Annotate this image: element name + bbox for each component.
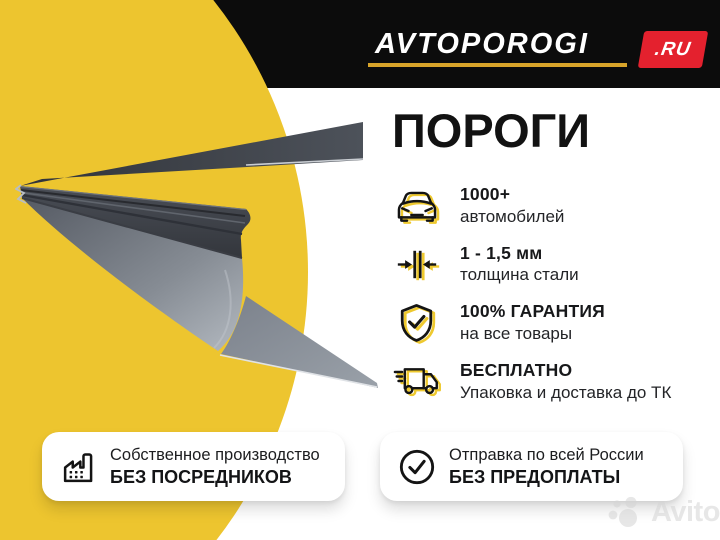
badge-line2: БЕЗ ПРЕДОПЛАТЫ (449, 466, 621, 487)
production-badge (42, 432, 345, 501)
avito-logo-mark (606, 495, 648, 529)
feature-item-delivery (392, 360, 671, 403)
badge-line1: Отправка по всей России (449, 445, 644, 464)
feature-subline: автомобилей (460, 206, 565, 226)
avito-watermark (606, 495, 720, 529)
feature-item-thickness (392, 243, 671, 286)
brand-logo-tld-text: .RU (653, 38, 693, 60)
avito-watermark-text: Avito (651, 495, 720, 528)
brand-logo-text: AVTOPOROGI (375, 28, 589, 60)
badge-line2: БЕЗ ПОСРЕДНИКОВ (110, 466, 292, 487)
feature-subline: на все товары (460, 324, 573, 344)
car-icon (392, 186, 441, 224)
feature-item-cars (392, 184, 671, 227)
feature-subline: толщина стали (460, 265, 579, 285)
steel-thickness-icon (392, 248, 441, 281)
check-circle-icon (398, 448, 436, 486)
factory-icon (62, 450, 96, 484)
page-title: ПОРОГИ (392, 104, 591, 157)
feature-headline: 1 - 1,5 мм (460, 242, 543, 263)
feature-headline: 1000+ (460, 184, 511, 204)
shipping-badge (380, 432, 683, 501)
shield-check-icon (392, 303, 441, 342)
brand-logo-tld-badge (638, 31, 709, 68)
features-list (392, 184, 671, 403)
badge-line1: Собственное производство (110, 445, 320, 464)
feature-headline: 100% ГАРАНТИЯ (460, 301, 605, 322)
product-image-steel-sill (15, 110, 385, 400)
feature-headline: БЕСПЛАТНО (460, 360, 573, 381)
delivery-truck-icon (392, 363, 441, 399)
feature-item-warranty (392, 301, 671, 344)
feature-subline: Упаковка и доставка до ТК (460, 382, 672, 402)
logo-underline (368, 63, 627, 67)
